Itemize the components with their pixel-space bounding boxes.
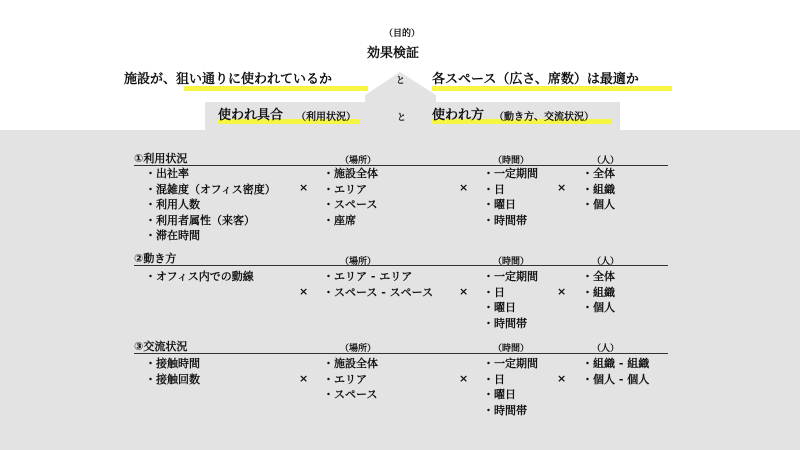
times-symbol: × — [459, 372, 469, 385]
list-item: ・日 — [483, 372, 505, 386]
list-item: ・曜日 — [483, 198, 516, 211]
times-symbol: × — [299, 285, 309, 298]
items-list — [145, 269, 254, 285]
list-item: ・組織 — [582, 182, 615, 196]
sub-right-note: （動き方、交流状況） — [494, 112, 594, 123]
person-list — [582, 356, 649, 387]
section-rule — [134, 265, 668, 266]
list-item: ・スペース — [323, 388, 378, 401]
col-head-place: （場所） — [340, 156, 377, 166]
col-head-person: （人） — [592, 344, 620, 354]
times-symbol: × — [459, 285, 469, 298]
list-item: ・時間帯 — [483, 213, 527, 227]
list-item: ・個人 - 個人 — [582, 372, 650, 386]
list-item: ・個人 — [582, 198, 615, 211]
list-item: ・出社率 — [145, 167, 189, 180]
col-head-place: （場所） — [340, 257, 377, 267]
list-item: ・曜日 — [483, 388, 516, 401]
list-item: ・日 — [483, 182, 505, 196]
sub-right-main: 使われ方 — [432, 108, 485, 123]
col-head-person: （人） — [592, 156, 620, 166]
sub-left-main: 使われ具合 — [218, 108, 284, 123]
list-item: ・組織 — [582, 285, 615, 299]
person-list — [582, 166, 615, 213]
place-list — [323, 356, 378, 403]
list-item: ・利用人数 — [145, 198, 200, 211]
items-list — [145, 166, 276, 244]
items-list — [145, 356, 200, 387]
list-item: ・施設全体 — [323, 167, 378, 180]
col-head-place: （場所） — [340, 344, 377, 354]
time-list — [483, 166, 538, 228]
list-item: ・スペース — [323, 198, 378, 211]
col-head-person: （人） — [592, 257, 620, 267]
place-list — [323, 166, 378, 228]
list-item: ・組織 - 組織 — [582, 357, 650, 370]
list-item: ・滞在時間 — [145, 229, 200, 242]
times-symbol: × — [299, 181, 309, 194]
list-item: ・時間帯 — [483, 403, 527, 417]
section-title: ③交流状況 — [134, 340, 188, 353]
goal-and: と — [396, 76, 406, 86]
goal-left: 施設が、狙い通りに使われているか — [124, 72, 333, 87]
section-rule — [134, 353, 668, 354]
list-item: ・全体 — [582, 270, 615, 283]
time-list — [483, 269, 538, 331]
times-symbol: × — [459, 181, 469, 194]
list-item: ・座席 — [323, 213, 356, 227]
list-item: ・エリア - エリア — [323, 270, 413, 283]
list-item: ・混雑度（オフィス密度） — [145, 182, 276, 196]
list-item: ・個人 — [582, 301, 615, 314]
times-symbol: × — [557, 285, 567, 298]
gray-panel — [0, 72, 800, 450]
list-item: ・曜日 — [483, 301, 516, 314]
times-symbol: × — [557, 181, 567, 194]
times-symbol: × — [557, 372, 567, 385]
place-list — [323, 269, 433, 300]
list-item: ・施設全体 — [323, 357, 378, 370]
list-item: ・時間帯 — [483, 316, 527, 330]
list-item: ・一定期間 — [483, 270, 538, 283]
col-head-time: （時間） — [493, 156, 530, 166]
sub-and: と — [397, 113, 407, 123]
list-item: ・スペース - スペース — [323, 285, 434, 299]
person-list — [582, 269, 615, 316]
list-item: ・オフィス内での動線 — [145, 270, 254, 283]
purpose-label: （目的） — [384, 29, 421, 39]
list-item: ・接触時間 — [145, 357, 200, 370]
list-item: ・一定期間 — [483, 167, 538, 180]
list-item: ・利用者属性（来客） — [145, 213, 255, 227]
goal-right: 各スペース（広さ、席数）は最適か — [432, 72, 639, 87]
col-head-time: （時間） — [493, 344, 530, 354]
section-title: ②動き方 — [134, 252, 177, 265]
list-item: ・エリア — [323, 372, 367, 386]
list-item: ・全体 — [582, 167, 615, 180]
list-item: ・接触回数 — [145, 372, 200, 386]
list-item: ・エリア — [323, 182, 367, 196]
times-symbol: × — [299, 372, 309, 385]
list-item: ・一定期間 — [483, 357, 538, 370]
col-head-time: （時間） — [493, 257, 530, 267]
time-list — [483, 356, 538, 418]
section-title: ①利用状況 — [134, 152, 188, 165]
sub-left-note: （利用状況） — [296, 112, 356, 123]
page-title: 効果検証 — [367, 46, 420, 61]
list-item: ・日 — [483, 285, 505, 299]
